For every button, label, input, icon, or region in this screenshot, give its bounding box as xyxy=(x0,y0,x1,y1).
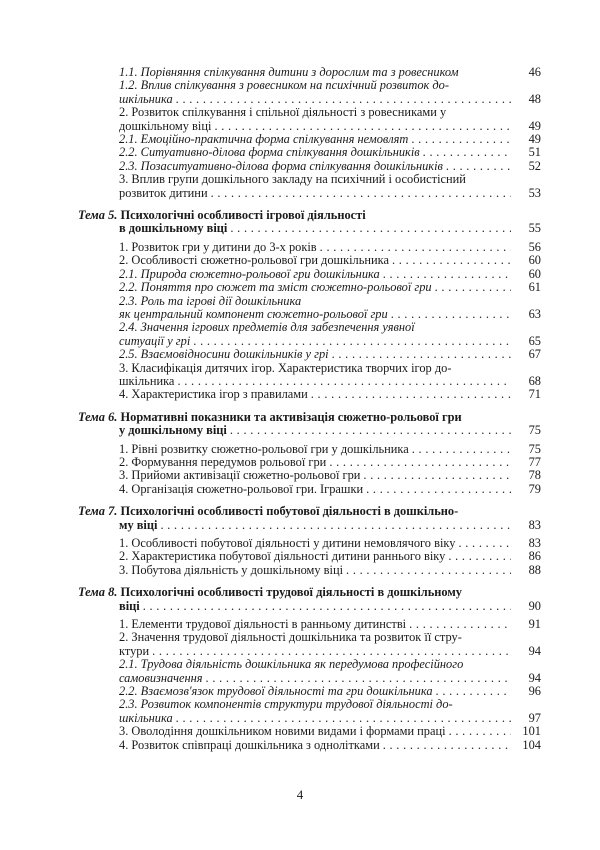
page-ref: 51 xyxy=(528,145,541,160)
entry-title: 2.1. Емоційно-практична форма спілкування немовлят xyxy=(119,132,409,147)
topic-section xyxy=(78,505,541,577)
page-ref: 68 xyxy=(528,373,541,388)
topic-entries xyxy=(78,241,541,402)
leader-dots xyxy=(448,550,511,563)
page-ref: 91 xyxy=(528,617,541,632)
leader-dots xyxy=(363,469,511,482)
page-ref: 79 xyxy=(528,481,541,496)
leader-dots xyxy=(329,456,511,469)
entry-title: 2.3. Позаситуативно-ділова форма спілкування дошкільників xyxy=(119,158,443,173)
leader-dots xyxy=(449,725,511,738)
entry-title: дошкільному віці xyxy=(119,118,212,133)
leader-dots xyxy=(436,685,511,698)
leader-dots xyxy=(230,424,511,437)
toc-entry[interactable] xyxy=(119,281,541,294)
entry-title-line: 3. Вплив групи дошкільного закладу на психічний і особистісний xyxy=(119,172,466,187)
leader-dots xyxy=(346,564,511,577)
leader-dots xyxy=(152,645,511,658)
entry-title: 2. Характеристика побутової діяльності дитини раннього віку xyxy=(119,549,446,564)
toc-entry[interactable] xyxy=(119,254,541,267)
toc-entry[interactable] xyxy=(119,537,541,550)
page-ref: 67 xyxy=(528,347,541,362)
page-ref: 101 xyxy=(522,724,541,739)
entry-title-line: 1.2. Вплив спілкування з ровесником на психічний розвиток до- xyxy=(119,78,450,93)
page-ref: 71 xyxy=(528,387,541,402)
leader-dots xyxy=(176,93,511,106)
leader-dots xyxy=(211,187,511,200)
page-ref: 86 xyxy=(528,549,541,564)
page-ref: 96 xyxy=(528,684,541,699)
entry-title: 2.1. Природа сюжетно-рольової гри дошкільника xyxy=(119,266,380,281)
entry-title: 2.2. Взаємозв'язок трудової діяльності та гри дошкільника xyxy=(119,684,433,699)
toc-entry[interactable] xyxy=(119,443,541,456)
entry-title: 2. Особливості сюжетно-рольової гри дошкільника xyxy=(119,253,389,268)
leader-dots xyxy=(160,519,511,532)
entry-title: шкільника xyxy=(119,373,175,388)
entry-title: 1. Особливості побутової діяльності у дитини немовлячого віку xyxy=(119,536,456,550)
toc-entry[interactable] xyxy=(119,456,541,469)
page-ref: 97 xyxy=(528,710,541,725)
leader-dots xyxy=(411,133,511,146)
page-ref: 65 xyxy=(528,333,541,348)
page-ref: 78 xyxy=(528,468,541,483)
topic-title: Психологічні особливості побутової діяльності в дошкільно- xyxy=(120,504,459,519)
topic-section xyxy=(78,411,541,496)
topic-heading[interactable] xyxy=(78,505,541,532)
entry-title: ктури xyxy=(119,643,150,658)
leader-dots xyxy=(320,241,511,254)
page-ref: 60 xyxy=(528,253,541,268)
page-ref: 46 xyxy=(528,65,541,79)
toc-entry[interactable] xyxy=(119,685,541,698)
topic-heading[interactable] xyxy=(78,586,541,613)
toc-entry[interactable] xyxy=(119,268,541,281)
topic-title: у дошкільному віці xyxy=(119,423,227,438)
page-ref: 61 xyxy=(528,280,541,295)
page-ref: 55 xyxy=(528,221,541,236)
entry-title-line: 2.4. Значення ігрових предметів для забезпечення уявної xyxy=(119,320,415,335)
entry-title: як центральний компонент сюжетно-рольової гри xyxy=(119,306,388,321)
leader-dots xyxy=(177,375,511,388)
entry-title: 1.1. Порівняння спілкування дитини з дорослим та з ровесником xyxy=(119,65,459,79)
page-ref: 104 xyxy=(522,737,541,752)
page-ref: 77 xyxy=(528,454,541,469)
topic-number: Тема 6. xyxy=(78,409,118,424)
topic-title: в дошкільному віці xyxy=(119,221,228,236)
toc-entry[interactable] xyxy=(119,66,541,79)
entry-title: розвиток дитини xyxy=(119,185,208,200)
topic-entries xyxy=(78,443,541,497)
entry-title-line: 3. Класифікація дитячих ігор. Характеристика творчих ігор до- xyxy=(119,360,452,375)
continuation-entries xyxy=(78,66,541,200)
entry-title: шкільника xyxy=(119,91,173,106)
toc-entry[interactable] xyxy=(119,618,541,631)
topic-number: Тема 8. xyxy=(78,585,118,600)
topic-number: Тема 5. xyxy=(78,208,118,223)
topic-heading[interactable] xyxy=(78,411,541,438)
leader-dots xyxy=(412,443,511,456)
entry-title: 4. Організація сюжетно-рольової гри. Іграшки xyxy=(119,481,364,496)
page-ref: 83 xyxy=(528,536,541,550)
entry-title-line: 2. Розвиток спілкування і спільної діяльності з ровесниками у xyxy=(119,105,447,120)
page-ref: 56 xyxy=(528,239,541,254)
toc-entry[interactable] xyxy=(119,133,541,146)
toc-entry[interactable] xyxy=(119,106,541,133)
leader-dots xyxy=(176,712,511,725)
toc-entry[interactable] xyxy=(119,658,541,685)
entry-title: ситуації у грі xyxy=(119,333,191,348)
leader-dots xyxy=(206,672,511,685)
toc-entry[interactable] xyxy=(119,388,541,401)
entry-title: шкільника xyxy=(119,710,173,725)
toc-entry[interactable] xyxy=(119,564,541,577)
page-ref: 94 xyxy=(528,670,541,685)
page-ref: 60 xyxy=(528,266,541,281)
entry-title: 4. Розвиток співпраці дошкільника з однолітками xyxy=(119,737,380,752)
toc-entry[interactable] xyxy=(119,739,541,752)
topic-section xyxy=(78,209,541,402)
topic-title: Психологічні особливості ігрової діяльності xyxy=(120,208,366,223)
page-ref: 75 xyxy=(528,423,541,438)
leader-dots xyxy=(458,537,511,550)
page-ref: 83 xyxy=(528,517,541,532)
entry-title: 2.2. Ситуативно-ділова форма спілкування дошкільників xyxy=(119,145,420,160)
leader-dots xyxy=(214,120,511,133)
topic-title: віці xyxy=(119,598,140,613)
toc-entry[interactable] xyxy=(119,550,541,563)
page-ref: 88 xyxy=(528,562,541,577)
toc-entry[interactable] xyxy=(119,146,541,159)
entry-title-line: 2.1. Трудова діяльність дошкільника як передумова професійного xyxy=(119,657,464,672)
entry-title: 2.5. Взаємовідносини дошкільників у грі xyxy=(119,347,329,362)
entry-title: 3. Прийоми активізації сюжетно-рольової гри xyxy=(119,468,361,483)
page-ref: 52 xyxy=(528,158,541,173)
topic-heading[interactable] xyxy=(78,209,541,236)
toc-entry[interactable] xyxy=(119,631,541,658)
leader-dots xyxy=(435,281,511,294)
entry-title-line: 2.3. Розвиток компонентів структури трудової діяльності до- xyxy=(119,697,453,712)
topic-entries xyxy=(78,618,541,752)
page-ref: 94 xyxy=(528,643,541,658)
toc-entry[interactable] xyxy=(119,698,541,725)
toc-entry[interactable] xyxy=(119,173,541,200)
page-ref: 75 xyxy=(528,441,541,456)
leader-dots xyxy=(366,483,511,496)
toc-entry[interactable] xyxy=(119,241,541,254)
topic-title: Психологічні особливості трудової діяльності в дошкільному xyxy=(120,585,462,600)
leader-dots xyxy=(332,348,511,361)
topic-number: Тема 7. xyxy=(78,504,118,519)
toc-entry[interactable] xyxy=(119,362,541,389)
toc-entry[interactable] xyxy=(119,321,541,348)
entry-title: 4. Характеристика ігор з правилами xyxy=(119,387,308,402)
entry-title-line: 2.3. Роль та ігрові дії дошкільника xyxy=(119,293,302,308)
topic-title: му віці xyxy=(119,517,158,532)
topic-entries xyxy=(78,537,541,577)
topic-title: Нормативні показники та активізація сюжетно-рольової гри xyxy=(120,409,462,424)
toc-entry[interactable] xyxy=(119,160,541,173)
leader-dots xyxy=(409,618,511,631)
entry-title: 3. Побутова діяльність у дошкільному віці xyxy=(119,562,344,577)
toc-entry[interactable] xyxy=(119,725,541,738)
leader-dots xyxy=(391,308,511,321)
page-ref: 90 xyxy=(528,598,541,613)
toc-entry[interactable] xyxy=(119,483,541,496)
toc-entry[interactable] xyxy=(119,348,541,361)
toc-entry[interactable] xyxy=(119,79,541,106)
leader-dots xyxy=(383,739,511,752)
page-number: 4 xyxy=(296,787,304,802)
toc-entry[interactable] xyxy=(119,469,541,482)
table-of-contents xyxy=(78,66,541,752)
entry-title: 2. Формування передумов рольової гри xyxy=(119,454,327,469)
entry-title-line: 2. Значення трудової діяльності дошкільника та розвиток її стру- xyxy=(119,630,462,645)
page-ref: 63 xyxy=(528,306,541,321)
page-ref: 48 xyxy=(528,91,541,106)
leader-dots xyxy=(143,600,511,613)
entry-title: 1. Рівні розвитку сюжетно-рольової гри у дошкільника xyxy=(119,441,409,456)
entry-title: 1. Елементи трудової діяльності в ранньому дитинстві xyxy=(119,617,407,632)
leader-dots xyxy=(230,222,511,235)
entry-title: 2.2. Поняття про сюжет та зміст сюжетно-рольової гри xyxy=(119,280,432,295)
topic-list xyxy=(78,209,541,752)
page-ref: 49 xyxy=(528,118,541,133)
topic-section xyxy=(78,586,541,752)
entry-title: 3. Оволодіння дошкільником новими видами і формами праці xyxy=(119,724,446,739)
entry-title: 1. Розвиток гри у дитини до 3-х років xyxy=(119,239,317,254)
entry-title: самовизначення xyxy=(119,670,203,685)
leader-dots xyxy=(311,388,511,401)
page-ref: 49 xyxy=(528,132,541,147)
leader-dots xyxy=(392,254,511,267)
leader-dots xyxy=(446,160,511,173)
leader-dots xyxy=(383,268,511,281)
leader-dots xyxy=(423,146,511,159)
leader-dots xyxy=(193,335,511,348)
page-ref: 53 xyxy=(528,185,541,200)
toc-entry[interactable] xyxy=(119,295,541,322)
